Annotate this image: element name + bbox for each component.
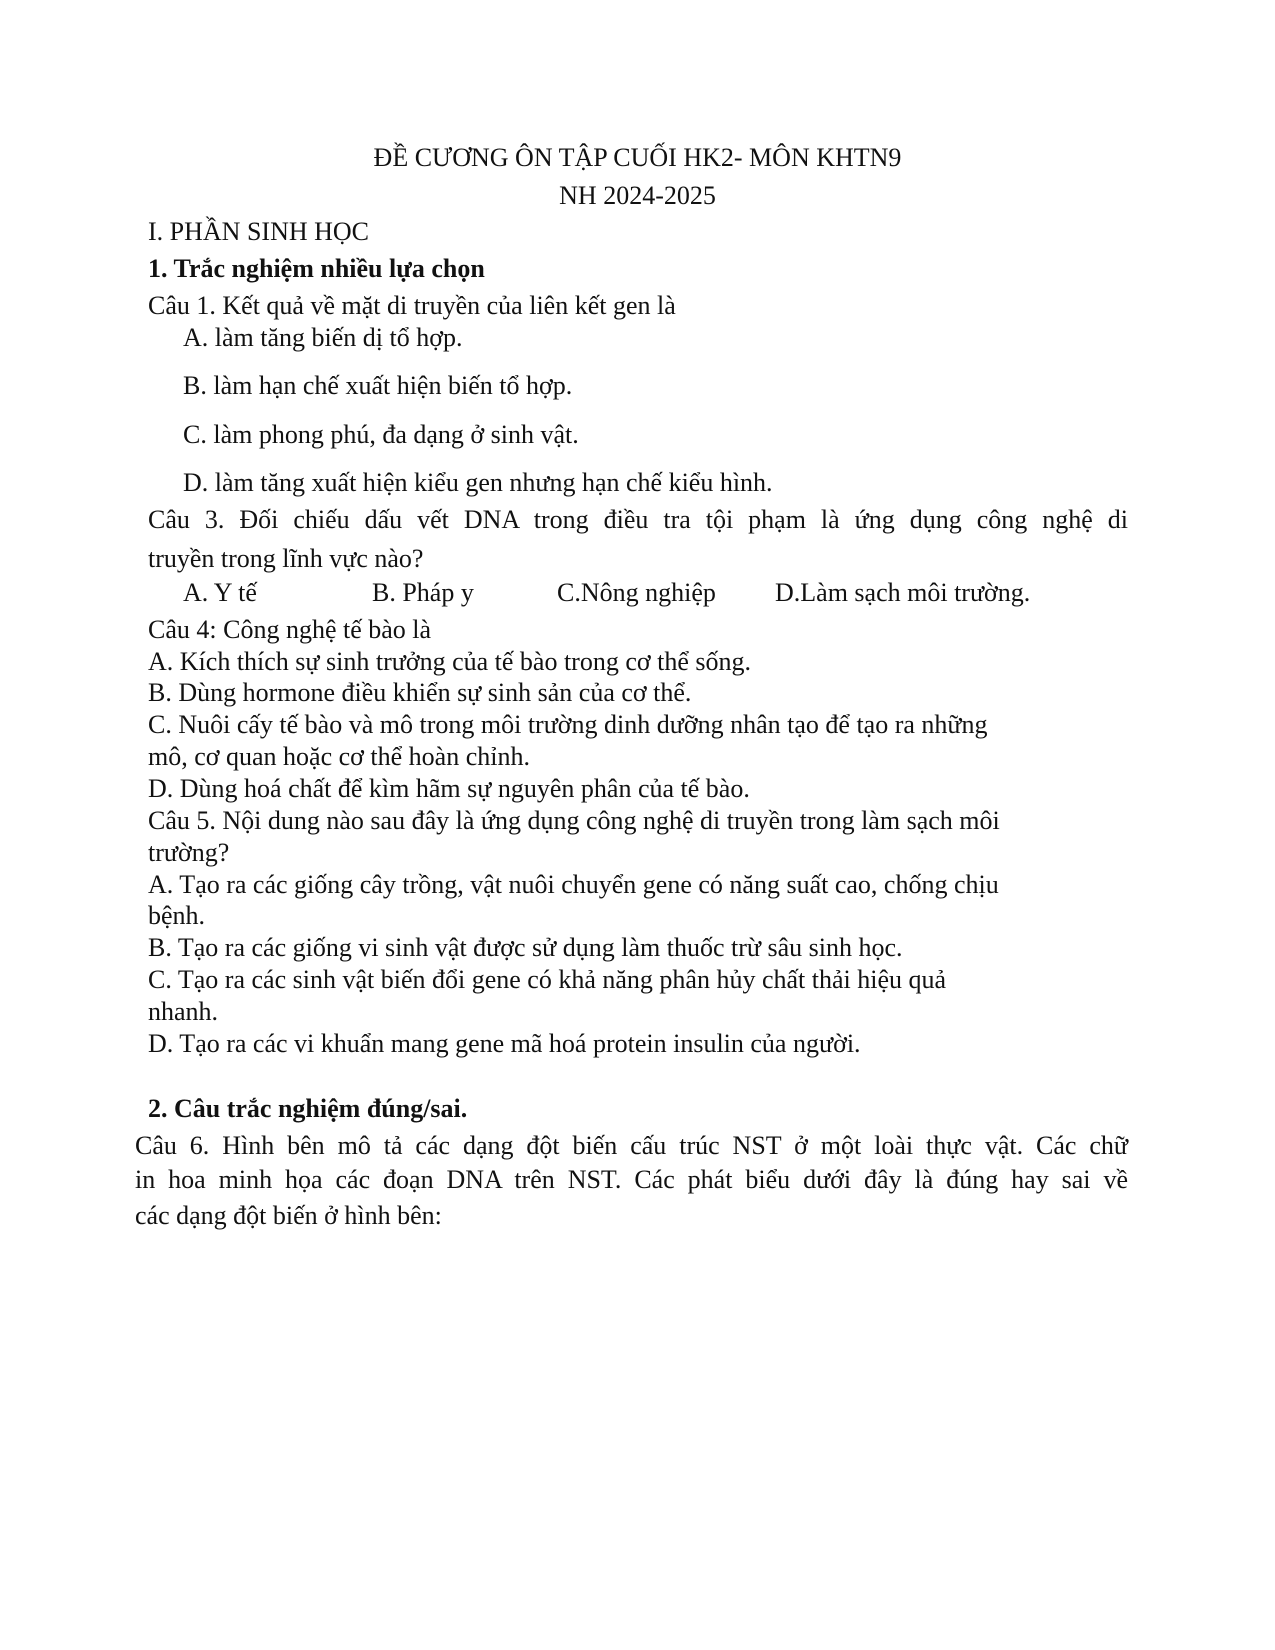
question-1-option-d: D. làm tăng xuất hiện kiểu gen nhưng hạn chế kiểu hình. (183, 468, 773, 497)
document-title: ĐỀ CƯƠNG ÔN TẬP CUỐI HK2- MÔN KHTN9 (373, 143, 902, 172)
section-heading: 1. Trắc nghiệm nhiều lựa chọn (148, 254, 485, 283)
question-4-option-c-line1: C. Nuôi cấy tế bào và mô trong môi trường dinh dưỡng nhân tạo để tạo ra những (148, 710, 988, 739)
section-2-heading: 2. Câu trắc nghiệm đúng/sai. (148, 1094, 468, 1123)
question-6-line2: in hoa minh họa các đoạn DNA trên NST. Các phát biểu dưới đây là đúng hay sai về (135, 1165, 1128, 1194)
question-3-stem-line1: Câu 3. Đối chiếu dấu vết DNA trong điều tra tội phạm là ứng dụng công nghệ di (148, 505, 1128, 534)
question-5-option-c-line1: C. Tạo ra các sinh vật biến đổi gene có khả năng phân hủy chất thải hiệu quả (148, 965, 947, 994)
question-1-option-c: C. làm phong phú, đa dạng ở sinh vật. (183, 420, 579, 449)
school-year: NH 2024-2025 (559, 181, 716, 210)
question-4-option-c-line2: mô, cơ quan hoặc cơ thể hoàn chỉnh. (148, 742, 530, 771)
question-3-option-d: D.Làm sạch môi trường. (775, 578, 1031, 607)
part-heading: I. PHẦN SINH HỌC (148, 217, 370, 246)
question-5-stem-line2: trường? (148, 838, 230, 867)
question-1-stem: Câu 1. Kết quả về mặt di truyền của liên kết gen là (148, 291, 676, 320)
question-4-option-a: A. Kích thích sự sinh trưởng của tế bào trong cơ thể sống. (148, 647, 752, 676)
question-6-line1: Câu 6. Hình bên mô tả các dạng đột biến cấu trúc NST ở một loài thực vật. Các chữ (135, 1131, 1128, 1160)
question-4-option-d: D. Dùng hoá chất để kìm hãm sự nguyên phân của tế bào. (148, 774, 750, 803)
question-3-option-a: A. Y tế (183, 578, 257, 607)
question-3-stem-line2: truyền trong lĩnh vực nào? (148, 544, 424, 573)
question-5-option-c-line2: nhanh. (148, 997, 219, 1026)
question-5-stem-line1: Câu 5. Nội dung nào sau đây là ứng dụng công nghệ di truyền trong làm sạch môi (148, 806, 1000, 835)
question-6-line3: các dạng đột biến ở hình bên: (135, 1201, 442, 1230)
question-1-option-a: A. làm tăng biến dị tổ hợp. (183, 323, 463, 352)
question-3-option-c: C.Nông nghiệp (557, 578, 716, 607)
question-3-option-b: B. Pháp y (372, 578, 474, 607)
question-5-option-a-line2: bệnh. (148, 901, 206, 930)
question-5-option-a-line1: A. Tạo ra các giống cây trồng, vật nuôi chuyển gene có năng suất cao, chống chịu (148, 870, 999, 899)
question-3-options (0, 577, 1275, 609)
question-5-option-d: D. Tạo ra các vi khuẩn mang gene mã hoá protein insulin của người. (148, 1029, 861, 1058)
question-4-stem: Câu 4: Công nghệ tế bào là (148, 615, 432, 644)
question-1-option-b: B. làm hạn chế xuất hiện biến tổ hợp. (183, 371, 573, 400)
question-5-option-b: B. Tạo ra các giống vi sinh vật được sử dụng làm thuốc trừ sâu sinh học. (148, 933, 903, 962)
question-4-option-b: B. Dùng hormone điều khiển sự sinh sản của cơ thể. (148, 678, 692, 707)
